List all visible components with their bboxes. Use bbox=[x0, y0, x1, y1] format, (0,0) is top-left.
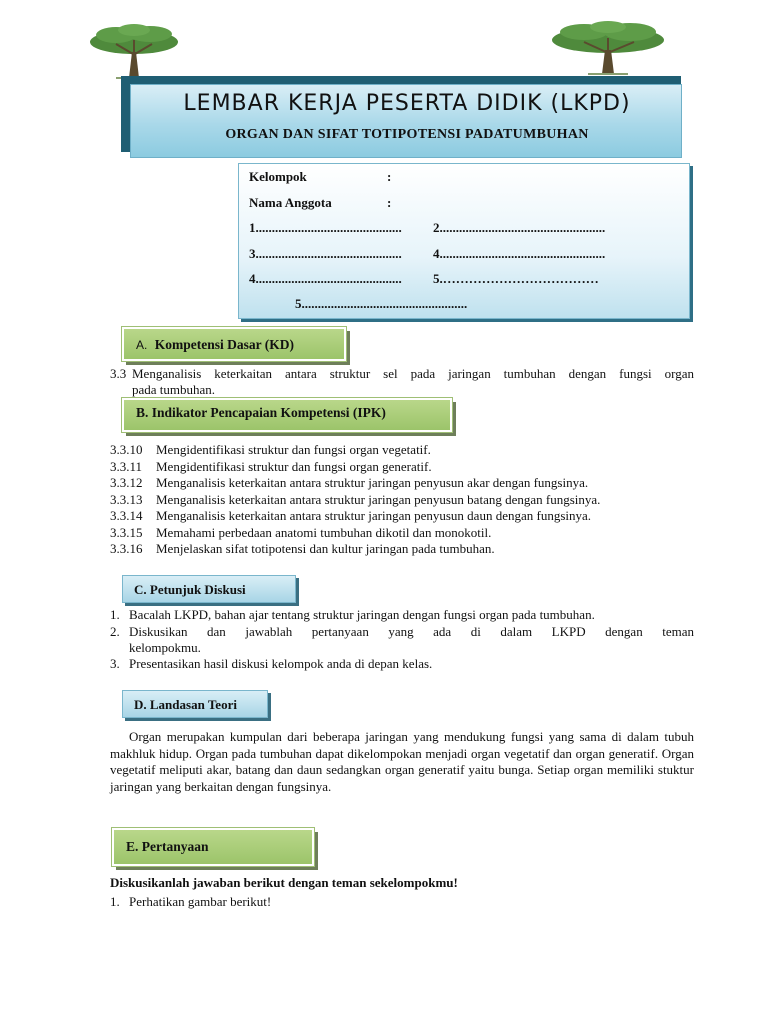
list-item: 3.3.16 Menjelaskan sifat totipotensi dan kultur jaringan pada tumbuhan. bbox=[110, 541, 495, 556]
member-line[interactable]: 5................................................... bbox=[295, 296, 468, 311]
kelompok-label: Kelompok bbox=[249, 169, 307, 184]
nama-anggota-label: Nama Anggota bbox=[249, 195, 332, 210]
member-line[interactable]: 1............................................. bbox=[249, 220, 402, 235]
landasan-teori-paragraph: Organ merupakan kumpulan dari beberapa jaringan yang mendukung fungsi yang sama di dalam tubuh makhluk hidup. Organ pada tumbuhan dapat dikelompokan menjadi organ vegetatif dan organ generatif. Organ vegetatif meliputi akar, batang dan daun sedangkan organ generatif yaitu bunga. Setiap organ memiliki stuktur jaringan yang berkaitan dengan fungsinya. bbox=[110, 729, 694, 794]
section-b-label: B. Indikator Pencapaian Kompetensi (IPK) bbox=[122, 398, 452, 432]
kd-text-line2: pada tumbuhan. bbox=[132, 382, 216, 397]
kd-text-line1: Menganalisis keterkaitan antara struktur sel pada jaringan tumbuhan dengan fungsi organ bbox=[132, 366, 694, 381]
section-d-label: D. Landasan Teori bbox=[122, 690, 268, 718]
list-item: 3.3.15 Memahami perbedaan anatomi tumbuhan dikotil dan monokotil. bbox=[110, 524, 492, 540]
list-item: 3.3.10 Mengidentifikasi struktur dan fungsi organ vegetatif. bbox=[110, 442, 431, 457]
member-line[interactable]: 5.……………………………… bbox=[433, 271, 599, 286]
question-item: 1. Perhatikan gambar berikut! bbox=[110, 894, 272, 909]
member-line[interactable]: 4............................................. bbox=[249, 271, 402, 286]
list-item: 3.3.12 Menganalisis keterkaitan antara struktur jaringan penyusun akar dengan fungsinya. bbox=[110, 475, 589, 490]
list-item: 1. Bacalah LKPD, bahan ajar tentang struktur jaringan dengan fungsi organ pada tumbuhan. bbox=[110, 607, 595, 622]
member-line[interactable]: 4................................................... bbox=[433, 246, 606, 261]
list-item: Diskusikan dan jawablah pertanyaan yang ada di dalam LKPD dengan teman bbox=[129, 624, 694, 639]
tree-icon bbox=[86, 22, 182, 80]
section-c-label: C. Petunjuk Diskusi bbox=[122, 575, 296, 603]
kelompok-colon: : bbox=[387, 169, 392, 184]
group-info-box bbox=[238, 163, 690, 319]
question-instruction: Diskusikanlah jawaban berikut dengan teman sekelompokmu! bbox=[110, 875, 458, 890]
page-title: LEMBAR KERJA PESERTA DIDIK (LKPD) bbox=[183, 91, 631, 116]
section-a-letter: A. bbox=[136, 338, 148, 352]
member-line[interactable]: 2................................................... bbox=[433, 220, 606, 235]
tree-icon bbox=[548, 20, 668, 76]
list-item-continued: kelompokmu. bbox=[129, 640, 201, 655]
list-item: 3.3.14 Menganalisis keterkaitan antara struktur jaringan penyusun daun dengan fungsinya. bbox=[110, 508, 592, 523]
list-item-num: 2. bbox=[110, 624, 120, 639]
list-item: 3.3.13 Menganalisis keterkaitan antara struktur jaringan penyusun batang dengan fungsinya. bbox=[110, 491, 601, 507]
header-banner bbox=[130, 84, 682, 158]
member-line[interactable]: 3............................................. bbox=[249, 246, 402, 261]
kd-number: 3.3 bbox=[110, 366, 127, 381]
list-item: 3.3.11 Mengidentifikasi struktur dan fungsi organ generatif. bbox=[110, 458, 432, 474]
list-item: 3. Presentasikan hasil diskusi kelompok anda di depan kelas. bbox=[110, 656, 433, 671]
section-a-label bbox=[122, 327, 346, 361]
section-e-label: E. Pertanyaan bbox=[112, 828, 314, 866]
section-a-title: Kompetensi Dasar (KD) bbox=[154, 337, 294, 352]
page-subtitle: ORGAN DAN SIFAT TOTIPOTENSI PADATUMBUHAN bbox=[225, 127, 589, 142]
nama-anggota-colon: : bbox=[387, 195, 392, 210]
